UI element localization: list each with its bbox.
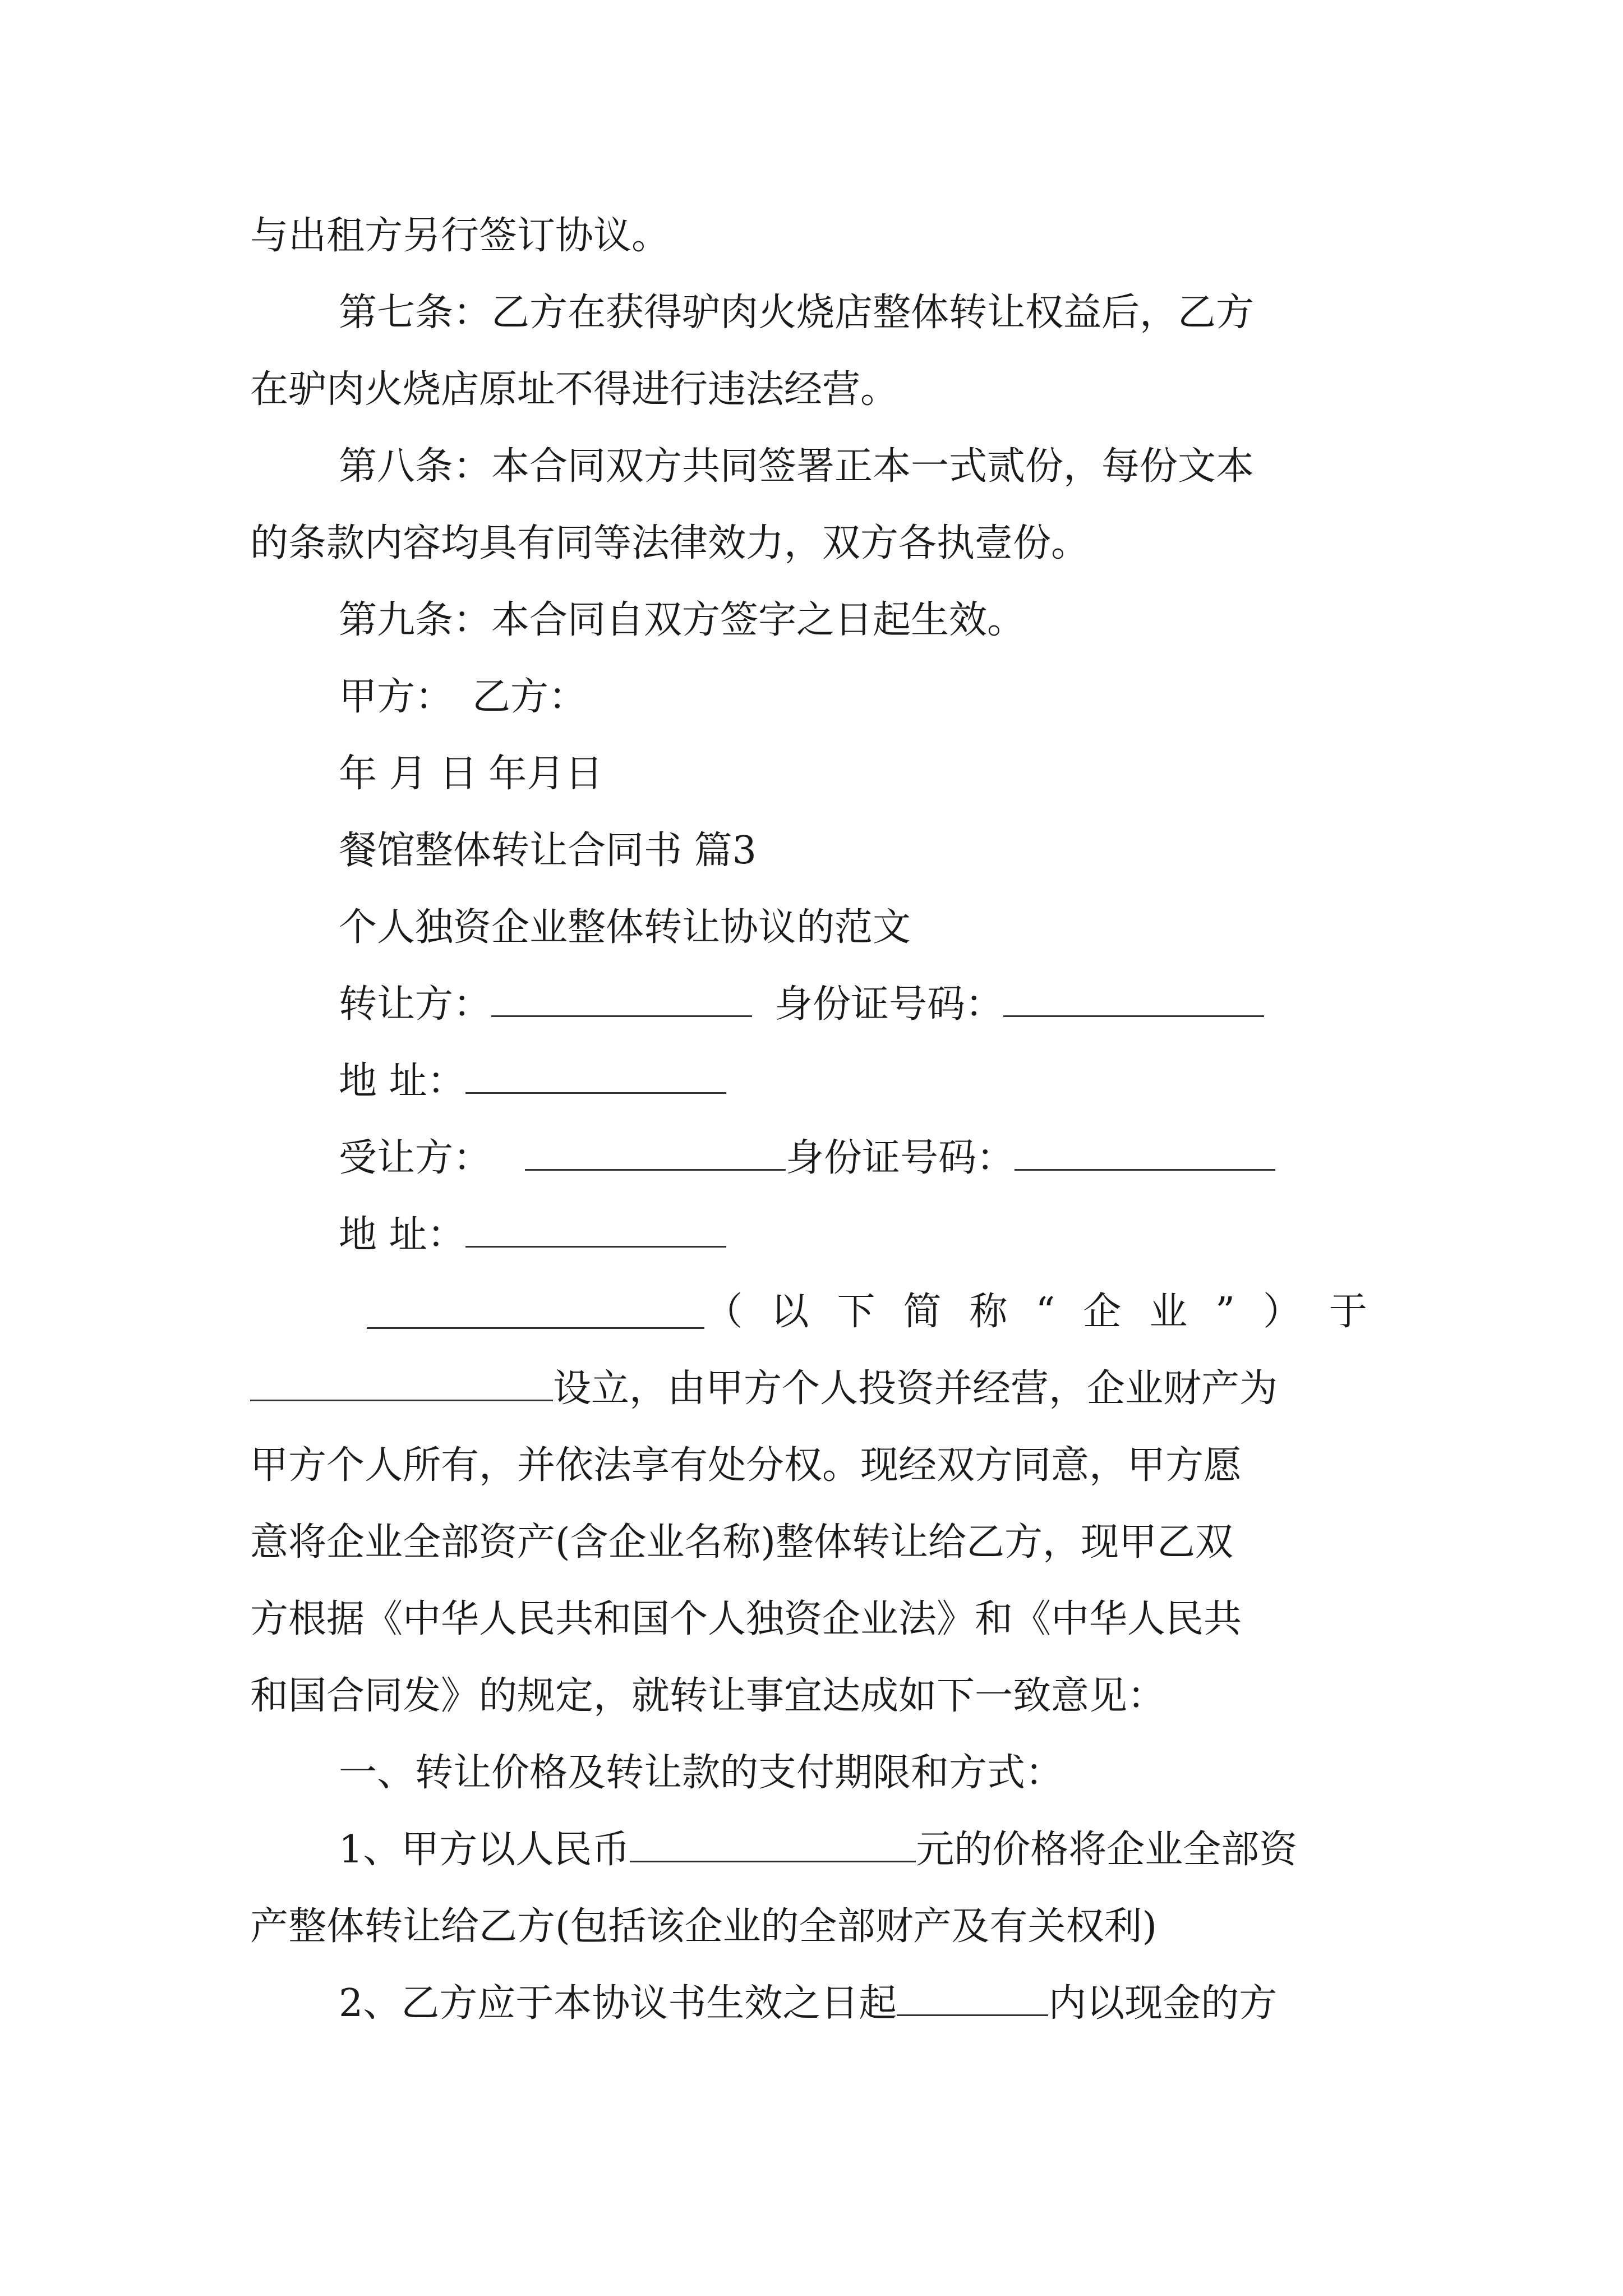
transferor-name-blank	[491, 983, 752, 1017]
text-line: 在驴肉火烧店原址不得进行违法经营。	[250, 367, 899, 412]
enterprise-name-blank	[367, 1295, 704, 1329]
section-title: 餐馆整体转让合同书 篇3	[339, 829, 757, 873]
clause-1-1-prefix: 1、甲方以人民币	[339, 1828, 630, 1872]
transferee-label: 受让方：	[339, 1136, 492, 1180]
transferor-address-line	[250, 1043, 1395, 1120]
party-b-sign-label: 乙方：	[472, 675, 587, 719]
body-line: 和国合同发》的规定，就转让事宜达成如下一致意见：	[250, 1674, 1166, 1718]
clause-1-2-suffix: 内以现金的方	[1048, 1981, 1278, 2026]
transferor-id-label: 身份证号码：	[774, 982, 1004, 1027]
transferor-address-blank	[465, 1060, 726, 1094]
clause-1-2-prefix: 2、乙方应于本协议书生效之日起	[339, 1981, 897, 2026]
establish-date-blank	[250, 1367, 553, 1401]
transferee-line	[250, 1120, 1395, 1197]
body-line: 意将企业全部资产(含企业名称)整体转让给乙方，现甲乙双	[250, 1520, 1234, 1565]
transferee-address-line	[250, 1197, 1395, 1273]
text-line: 的条款内容均具有同等法律效力，双方各执壹份。	[250, 521, 1090, 565]
date-line	[250, 735, 1395, 812]
transferor-label: 转让方：	[339, 982, 492, 1027]
price-blank	[630, 1828, 916, 1862]
transferor-line	[250, 966, 1395, 1043]
article-eight: 第八条：本合同双方共同签署正本一式贰份，每份文本	[339, 444, 1255, 489]
agreement-title: 个人独资企业整体转让协议的范文	[339, 905, 911, 950]
body-line: 方根据《中华人民共和国个人独资企业法》和《中华人民共	[250, 1597, 1242, 1641]
transferee-address-label: 地 址：	[339, 1213, 465, 1257]
intro-line-1	[250, 1273, 1395, 1350]
transferor-address-label: 地 址：	[339, 1059, 465, 1103]
party-a-sign-label: 甲方：	[339, 675, 454, 719]
intro-line-2	[250, 1350, 1395, 1427]
text-line: 与出租方另行签订协议。	[250, 214, 670, 258]
article-nine: 第九条：本合同自双方签字之日起生效。	[339, 598, 1026, 642]
intro-tail: （以下简称“企业”）于	[704, 1290, 1395, 1334]
clause-1-title: 一、转让价格及转让款的支付期限和方式：	[339, 1751, 1064, 1795]
signature-line	[250, 659, 1395, 735]
date-b: 年月日	[488, 752, 603, 796]
transferor-id-blank	[1003, 983, 1264, 1017]
document-body	[250, 197, 1395, 2042]
intro-line2-tail: 设立，由甲方个人投资并经营，企业财产为	[553, 1366, 1278, 1411]
transferee-id-label: 身份证号码：	[786, 1136, 1015, 1180]
clause-1-1-line	[250, 1811, 1395, 1888]
transferee-id-blank	[1015, 1137, 1275, 1171]
body-line: 甲方个人所有，并依法享有处分权。现经双方同意，甲方愿	[250, 1443, 1242, 1488]
clause-1-1-continued: 产整体转让给乙方(包括该企业的全部财产及有关权利)	[250, 1904, 1158, 1949]
clause-1-2-line	[250, 1965, 1395, 2042]
date-a: 年 月 日	[339, 752, 478, 796]
transferee-address-blank	[465, 1213, 726, 1248]
clause-1-1-suffix: 元的价格将企业全部资	[916, 1828, 1298, 1872]
transferee-name-blank	[525, 1137, 786, 1171]
payment-period-blank	[897, 1982, 1048, 2016]
article-seven: 第七条：乙方在获得驴肉火烧店整体转让权益后，乙方	[339, 291, 1255, 335]
